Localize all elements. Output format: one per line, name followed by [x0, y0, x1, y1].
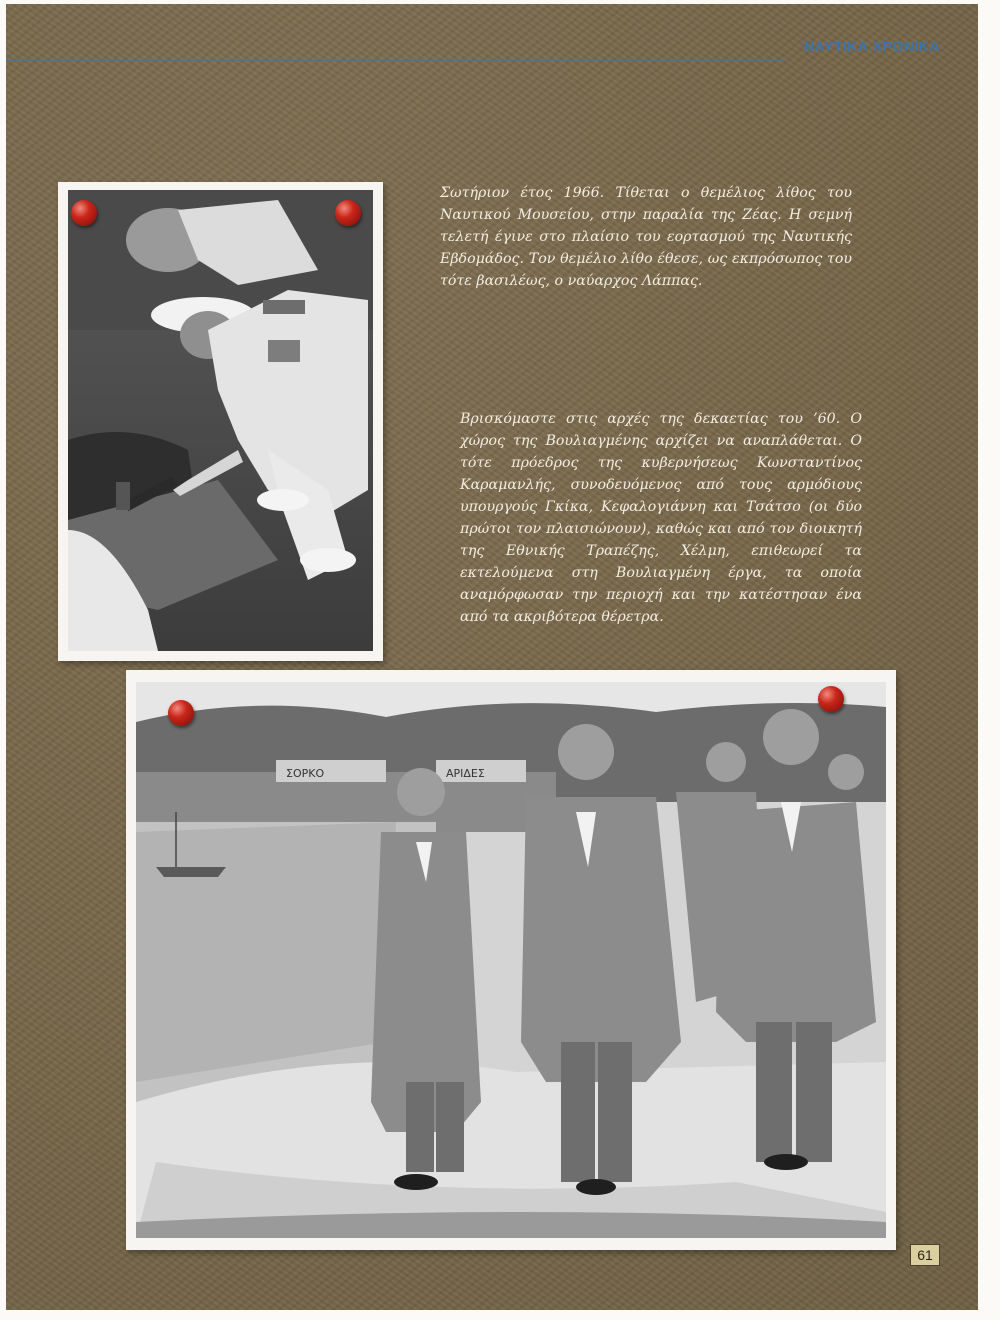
photo-bottom-frame [126, 670, 896, 1250]
caption-second: Βρισκόμαστε στις αρχές της δεκαετίας του ’60. Ο χώρος της Βουλιαγμένης αρχίζει να αναπλάθεται. Ο τότε πρόεδρος της κυβερνήσεως Κωνσταντίνος Καραμανλής, συνοδευόμενος από τους αρμόδιους υπουργούς Γκίκα, Κεφαλογιάννη και Τσάτσο (οι δύο πρώτοι τον πλαισιώνουν), καθώς και από τον διοικητή της Εθνικής Τραπέζης, Χέλμη, επιθεωρεί τα εκτελούμενα στη Βουλιαγμένη έργα, τα οποία αναμόρφωσαν την περιοχή και την κατέστησαν ένα από τα ακριβότερα θέρετρα. [460, 411, 862, 625]
foundation-stone-ceremony-photo [68, 190, 373, 651]
pushpin-top-left [71, 200, 97, 226]
pushpin-bottom-left [168, 700, 194, 726]
page-number: 61 [910, 1244, 940, 1266]
photo-bottom-image [136, 682, 886, 1238]
vouliagmeni-inspection-photo [136, 682, 886, 1238]
header-rule [6, 60, 786, 61]
sign-left-text: ΣΟΡΚΟ [286, 767, 325, 780]
photo-top-image [68, 190, 373, 651]
caption-first: Σωτήριον έτος 1966. Τίθεται ο θεμέλιος λίθος του Ναυτικού Μουσείου, στην παραλία της Ζέας. Η σεμνή τελετή έγινε στο πλαίσιο του εορτασμού της Ναυτικής Εβδομάδος. Τον θεμέλιο λίθο έθεσε, ως εκπρόσωπος του τότε βασιλέως, ο ναύαρχος Λάππας. [440, 185, 852, 289]
section-title: ΝΑΥΤΙΚΑ ΧΡΟΝΙΚΑ [803, 38, 940, 54]
sign-right-text: ΑΡΙΔΕΣ [446, 767, 485, 780]
pushpin-top-right [335, 200, 361, 226]
photo-top-frame [58, 182, 383, 661]
pushpin-bottom-right [818, 686, 844, 712]
